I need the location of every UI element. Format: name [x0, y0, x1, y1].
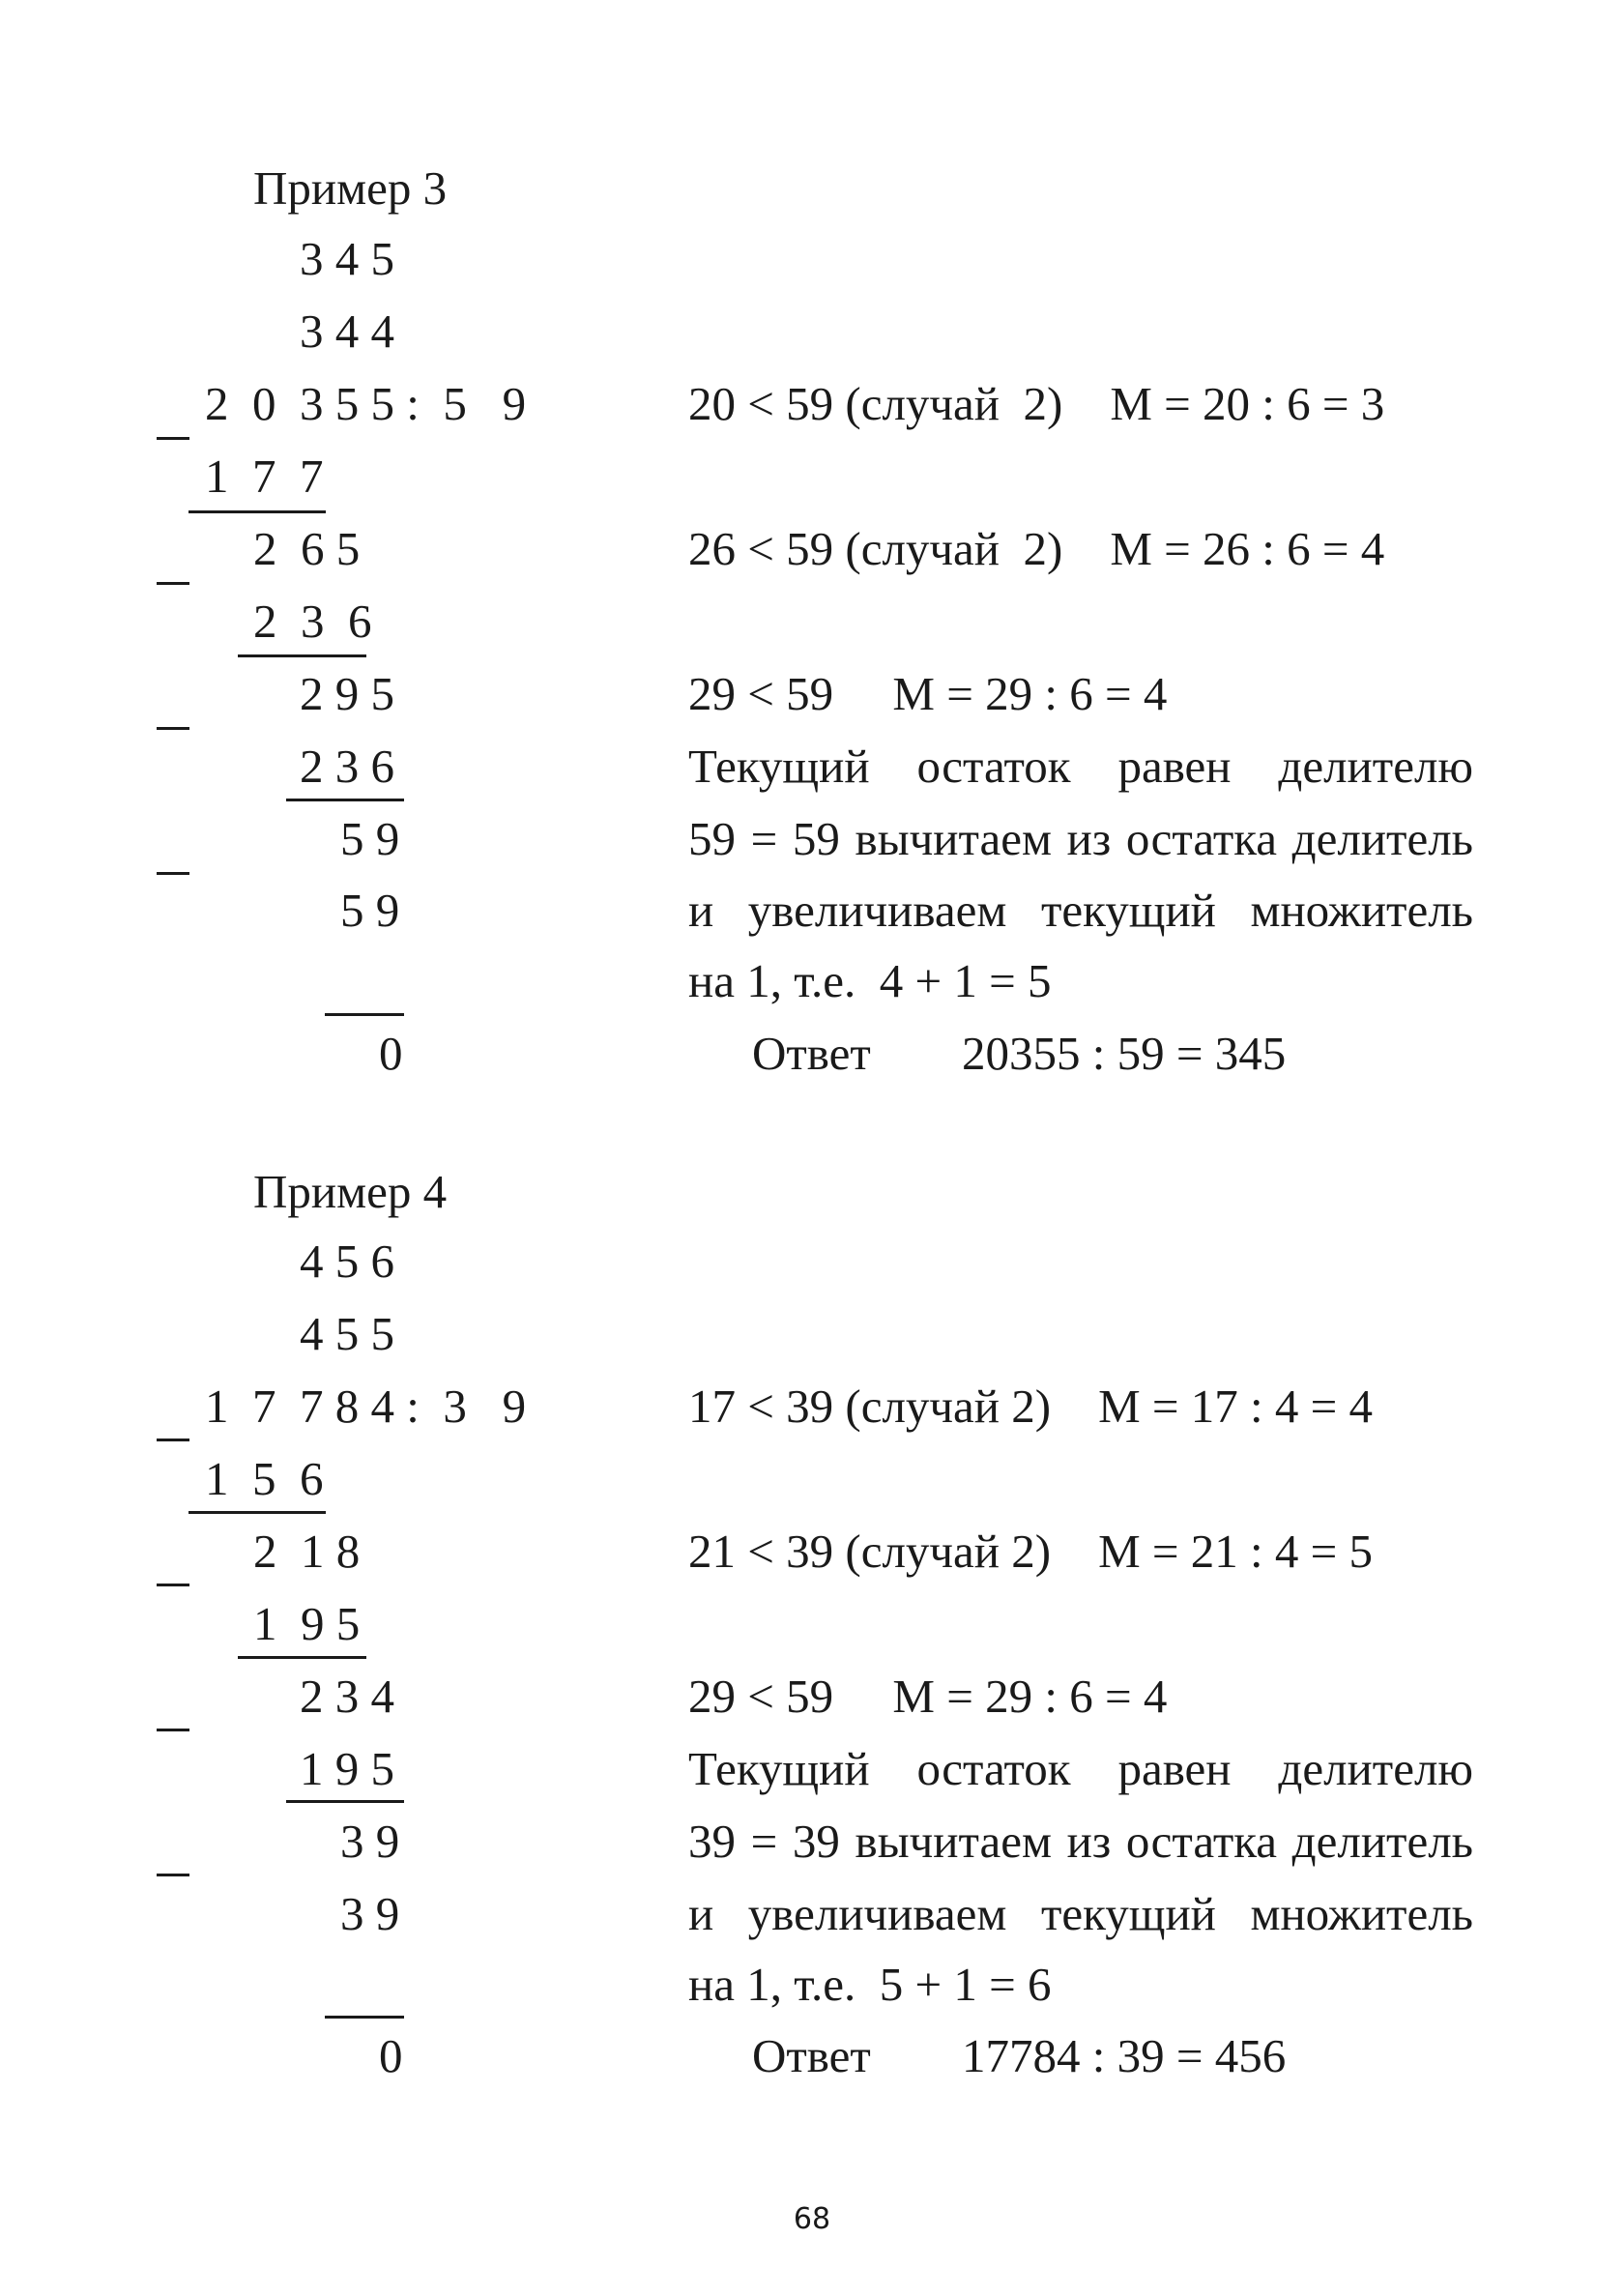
answer-value: 20355 : 59 = 345	[962, 1027, 1287, 1080]
quotient: 3 4 5	[300, 232, 394, 285]
minus-sign	[157, 1584, 189, 1586]
underline	[325, 1013, 404, 1016]
step-note: 17 < 39 (случай 2) М = 17 : 4 = 4	[688, 1380, 1374, 1433]
subtrahend: 1 7 7	[205, 450, 324, 503]
minus-sign	[157, 582, 189, 585]
step-note: 20 < 59 (случай 2) М = 20 : 6 = 3	[688, 377, 1385, 430]
explanation-line: и увеличиваем текущий множитель	[688, 1887, 1473, 1940]
quotient: 4 5 6	[300, 1235, 394, 1288]
underline	[325, 2016, 404, 2019]
dividend-divisor: 1 7 7 8 4 : 3 9	[205, 1380, 527, 1433]
step-note: 26 < 59 (случай 2) М = 26 : 6 = 4	[688, 522, 1385, 575]
underline	[188, 1511, 326, 1514]
minus-sign	[157, 1874, 189, 1876]
explanation-line: Текущий остаток равен делителю	[688, 1742, 1473, 1795]
remainder: 2 9 5	[300, 667, 394, 720]
final-remainder: 0	[379, 1027, 403, 1080]
subtrahend: 2 3 6	[253, 595, 372, 648]
subtrahend: 2 3 6	[300, 740, 394, 793]
explanation-line: на 1, т.е. 4 + 1 = 5	[688, 954, 1052, 1007]
explanation-line: Текущий остаток равен делителю	[688, 740, 1473, 793]
quotient-work: 3 4 4	[300, 305, 394, 358]
explanation-line: 39 = 39 вычитаем из остатка делитель	[688, 1815, 1473, 1868]
step-note: 29 < 59 М = 29 : 6 = 4	[688, 1670, 1168, 1723]
explanation-line: 59 = 59 вычитаем из остатка делитель	[688, 812, 1473, 865]
page-number: 68	[793, 2202, 831, 2236]
example-title: Пример 4	[253, 1165, 448, 1218]
remainder: 3 9	[340, 1815, 400, 1868]
subtrahend: 5 9	[340, 884, 400, 937]
explanation-line: на 1, т.е. 5 + 1 = 6	[688, 1958, 1052, 2011]
underline	[238, 654, 366, 657]
underline	[286, 799, 404, 801]
minus-sign	[157, 1729, 189, 1731]
subtrahend: 1 9 5	[300, 1742, 394, 1795]
step-note: 29 < 59 М = 29 : 6 = 4	[688, 667, 1168, 720]
quotient-work: 4 5 5	[300, 1307, 394, 1360]
underline	[188, 510, 326, 513]
remainder: 2 3 4	[300, 1670, 394, 1723]
remainder: 5 9	[340, 812, 400, 865]
subtrahend: 3 9	[340, 1887, 400, 1940]
subtrahend: 1 9 5	[253, 1597, 361, 1650]
minus-sign	[157, 872, 189, 875]
answer-label: Ответ	[752, 2029, 871, 2082]
answer-value: 17784 : 39 = 456	[962, 2029, 1287, 2082]
minus-sign	[157, 727, 189, 730]
dividend-divisor: 2 0 3 5 5 : 5 9	[205, 377, 527, 430]
explanation-line: и увеличиваем текущий множитель	[688, 884, 1473, 937]
minus-sign	[157, 437, 189, 440]
final-remainder: 0	[379, 2029, 403, 2082]
underline	[286, 1800, 404, 1803]
subtrahend: 1 5 6	[205, 1452, 324, 1505]
underline	[238, 1656, 366, 1659]
remainder: 2 1 8	[253, 1525, 361, 1578]
example-title: Пример 3	[253, 161, 448, 215]
remainder: 2 6 5	[253, 522, 361, 575]
minus-sign	[157, 1439, 189, 1441]
answer-label: Ответ	[752, 1027, 871, 1080]
step-note: 21 < 39 (случай 2) М = 21 : 4 = 5	[688, 1525, 1374, 1578]
